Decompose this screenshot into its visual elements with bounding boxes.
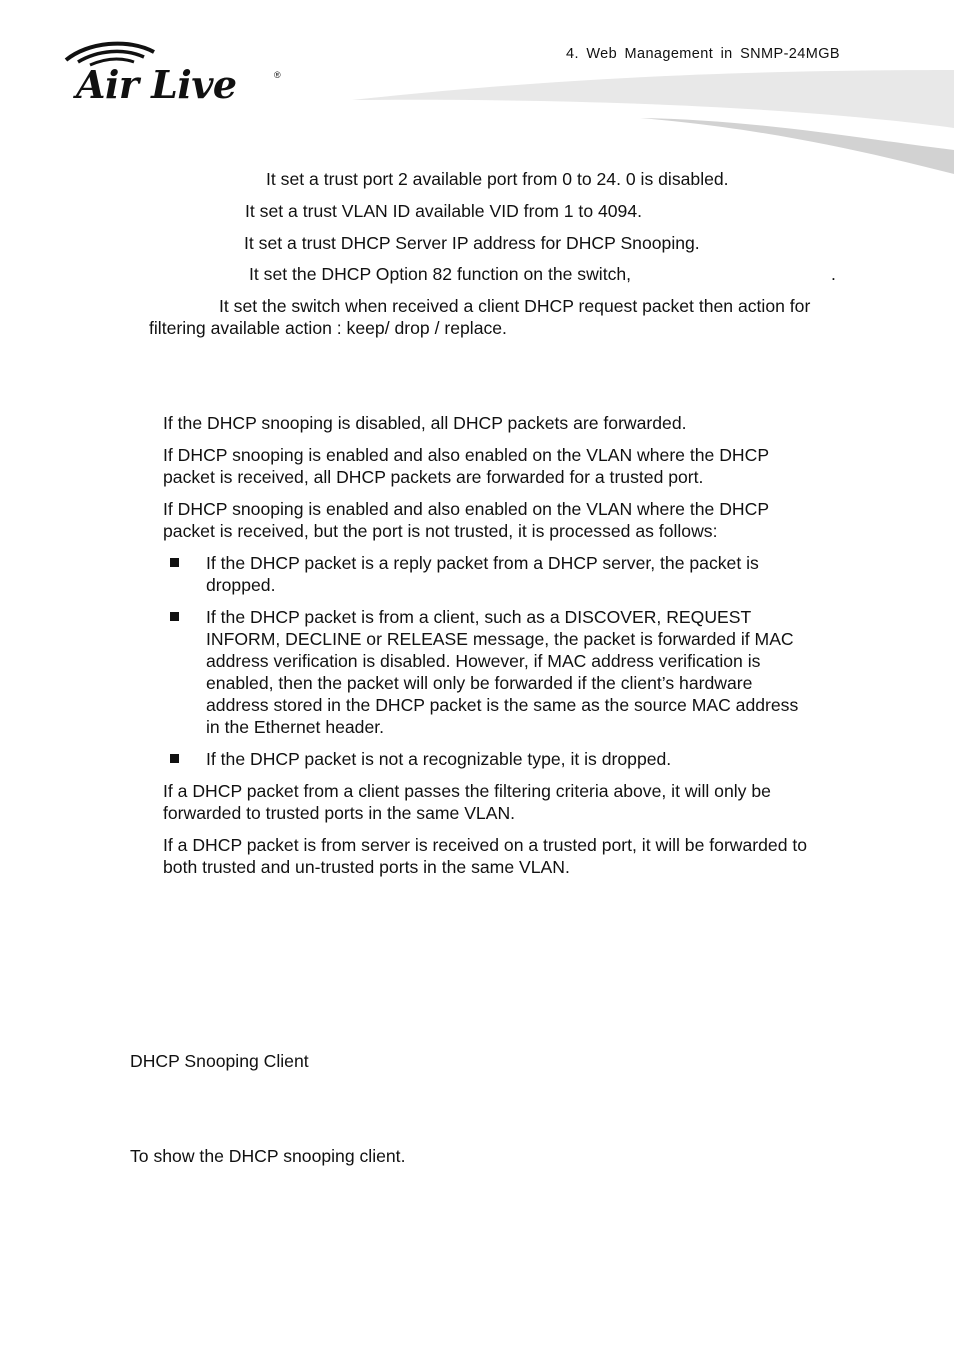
- rule-paragraph: packet is received, but the port is not trusted, it is processed as follows:: [163, 521, 718, 541]
- rule-paragraph: If a DHCP packet is from server is received on a trusted port, it will be forwarded to: [163, 835, 808, 855]
- bullet-item: dropped.: [206, 575, 276, 595]
- bullet-item: enabled, then the packet will only be forwarded if the client’s hardware: [206, 673, 753, 693]
- section-title: DHCP Snooping Client: [130, 1051, 309, 1071]
- rule-paragraph: forwarded to trusted ports in the same VLAN.: [163, 803, 516, 823]
- option82-description: It set the DHCP Option 82 function on the switch,: [249, 264, 632, 284]
- bullet-item: If the DHCP packet is a reply packet from a DHCP server, the packet is: [206, 553, 759, 573]
- bullet-item: in the Ethernet header.: [206, 717, 385, 737]
- bullet-square-icon: [170, 754, 179, 763]
- bullet-item: If the DHCP packet is from a client, such as a DISCOVER, REQUEST: [206, 607, 752, 627]
- rule-paragraph: If DHCP snooping is enabled and also enabled on the VLAN where the DHCP: [163, 499, 770, 519]
- bullet-square-icon: [170, 558, 179, 567]
- bullet-item: address verification is disabled. However, if MAC address verification is: [206, 651, 761, 671]
- logo-text: Air Live: [76, 62, 237, 107]
- rule-paragraph: If DHCP snooping is enabled and also enabled on the VLAN where the DHCP: [163, 445, 770, 465]
- bullet-square-icon: [170, 612, 179, 621]
- rule-paragraph: If the DHCP snooping is disabled, all DHCP packets are forwarded.: [163, 413, 687, 433]
- rule-paragraph: both trusted and un-trusted ports in the same VLAN.: [163, 857, 570, 877]
- bullet-item: If the DHCP packet is not a recognizable type, it is dropped.: [206, 749, 672, 769]
- rule-paragraph: packet is received, all DHCP packets are forwarded for a trusted port.: [163, 467, 704, 487]
- action-description-line1: It set the switch when received a client DHCP request packet then action for: [219, 296, 811, 316]
- option82-end: .: [831, 264, 836, 284]
- logo-registered-mark: ®: [274, 70, 281, 80]
- bullet-item: INFORM, DECLINE or RELEASE message, the packet is forwarded if MAC: [206, 629, 794, 649]
- rule-paragraph: If a DHCP packet from a client passes the filtering criteria above, it will only be: [163, 781, 771, 801]
- action-description-line2: filtering available action : keep/ drop / replace.: [149, 318, 507, 338]
- trust-port-description: It set a trust port 2 available port from 0 to 24. 0 is disabled.: [266, 169, 729, 189]
- airlive-logo: [62, 40, 292, 110]
- section-description: To show the DHCP snooping client.: [130, 1146, 406, 1166]
- chapter-header: 4. Web Management in SNMP-24MGB: [566, 46, 840, 62]
- bullet-item: address stored in the DHCP packet is the same as the source MAC address: [206, 695, 799, 715]
- trust-vlan-description: It set a trust VLAN ID available VID from 1 to 4094.: [245, 201, 643, 221]
- trust-server-description: It set a trust DHCP Server IP address for DHCP Snooping.: [244, 233, 700, 253]
